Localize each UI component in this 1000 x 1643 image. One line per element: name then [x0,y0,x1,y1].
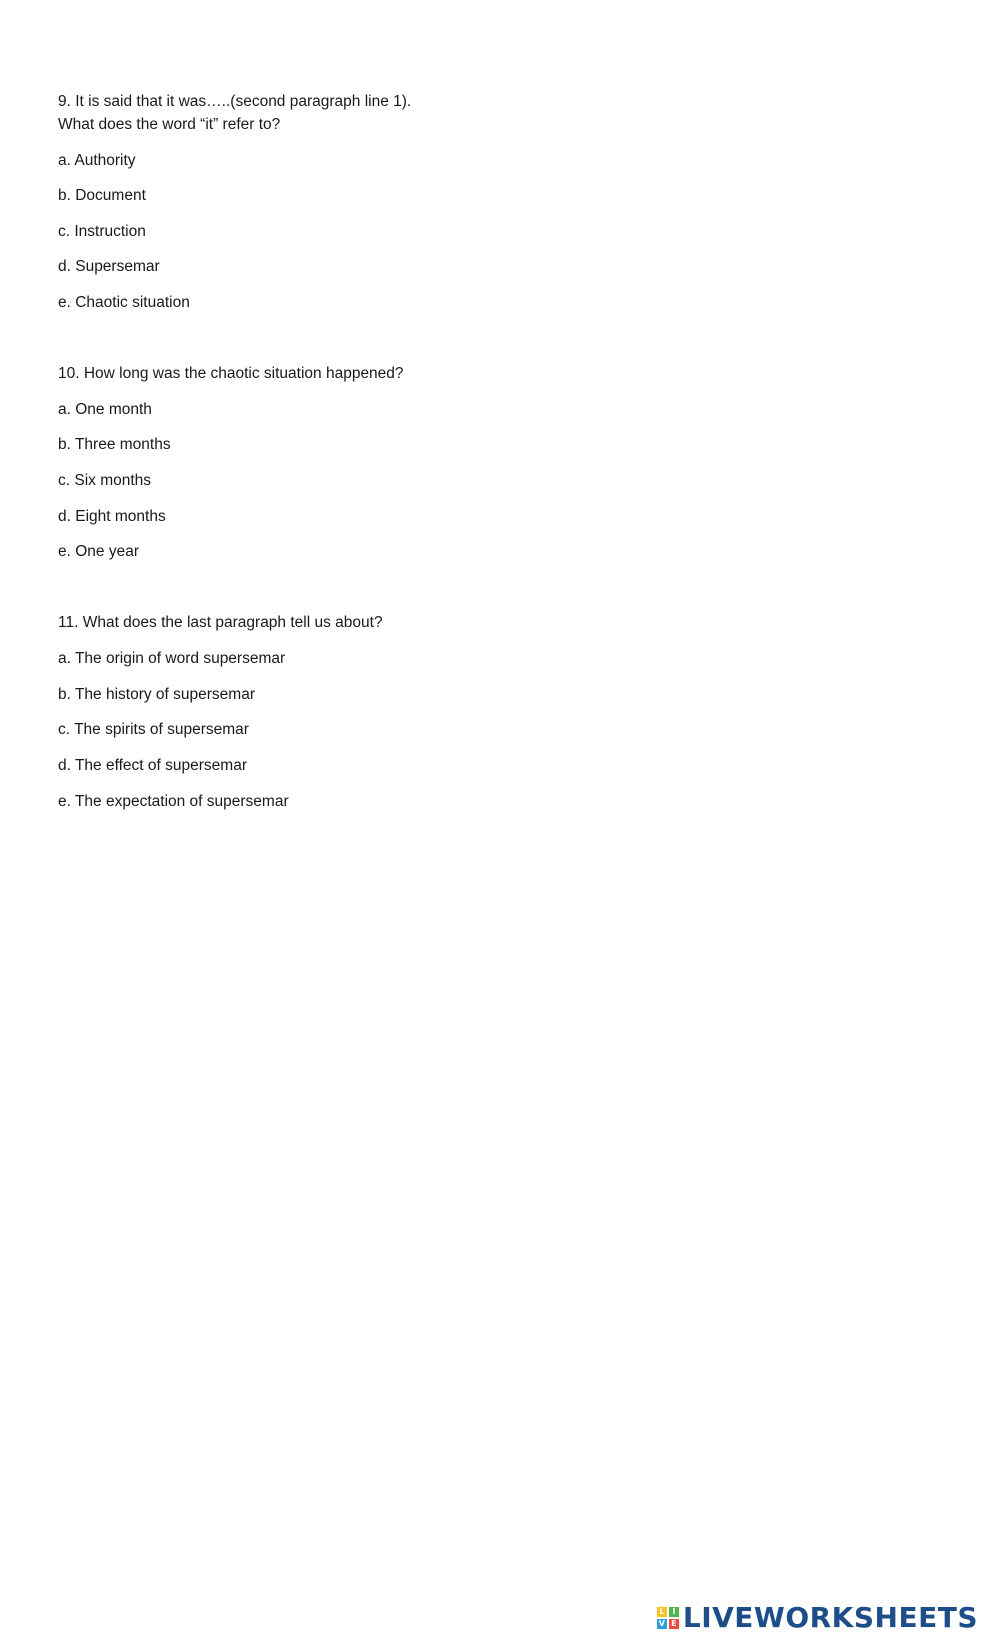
question-11-option-b[interactable]: b. The history of supersemar [58,686,255,703]
question-9-text-line-1: 9. It is said that it was…..(second paragraph line 1). [58,93,412,110]
liveworksheets-brand [657,1601,978,1635]
question-9-option-a[interactable]: a. Authority [58,152,136,169]
question-10-option-d[interactable]: d. Eight months [58,508,166,525]
question-10-option-c[interactable]: c. Six months [58,472,152,489]
brand-name: LIVEWORKSHEETS [682,1601,978,1634]
question-9-option-c[interactable]: c. Instruction [58,223,146,240]
logo-tile-i: I [669,1607,679,1617]
question-10-option-a[interactable]: a. One month [58,401,152,418]
question-9-option-e[interactable]: e. Chaotic situation [58,294,190,311]
logo-tile-e: E [669,1619,679,1629]
question-10-option-e[interactable]: e. One year [58,543,139,560]
question-10-option-b[interactable]: b. Three months [58,436,171,453]
logo-tile-v: V [658,1619,665,1628]
question-10-text: 10. How long was the chaotic situation happened? [58,365,404,382]
liveworksheets-logo-icon [657,1607,679,1629]
question-9-option-d[interactable]: d. Supersemar [58,258,160,275]
question-11-option-e[interactable]: e. The expectation of supersemar [58,793,289,810]
question-9-text-line-2: What does the word “it” refer to? [58,116,281,133]
question-11-text: 11. What does the last paragraph tell us about? [58,614,383,631]
question-11-option-c[interactable]: c. The spirits of supersemar [58,721,249,738]
logo-tile-l: L [657,1607,667,1617]
question-11-option-a[interactable]: a. The origin of word supersemar [58,650,286,667]
question-11-option-d[interactable]: d. The effect of supersemar [58,757,247,774]
question-9-option-b[interactable]: b. Document [58,187,146,204]
